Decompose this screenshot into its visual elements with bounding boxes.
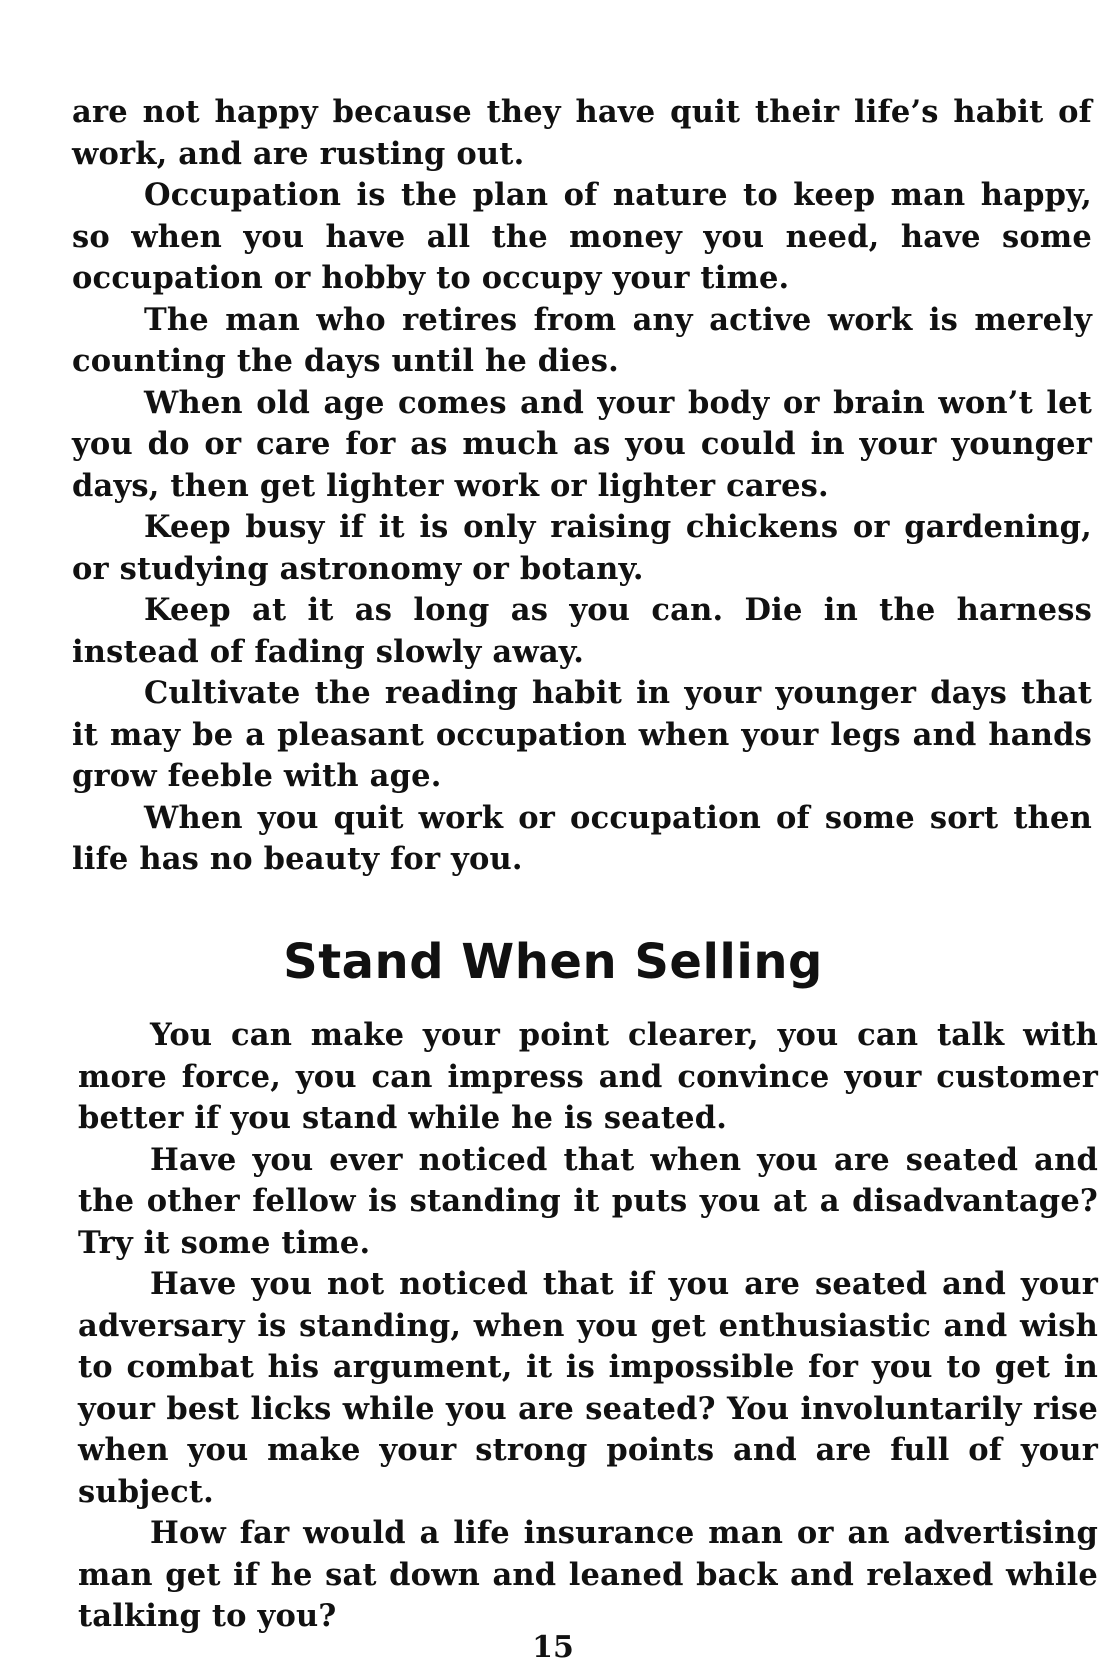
page-number: 15 <box>532 1630 574 1665</box>
paragraph: When old age comes and your body or brain won’t let you do or care for as much as you could in your younger days, then get lighter work or lighter cares. <box>72 384 1092 504</box>
top-text-section <box>72 92 1092 881</box>
paragraph: Have you ever noticed that when you are seated and the other fellow is standing it puts you at a disadvantage? Try it some time. <box>78 1141 1098 1261</box>
paragraph: are not happy because they have quit their life’s habit of work, and are rusting out. <box>72 94 1092 172</box>
paragraph: Have you not noticed that if you are seated and your adversary is standing, when you get enthusiastic and wish to combat his argument, it is impossible for you to get in your best licks while you are seated? You involuntarily rise when you make your strong points and are full of your subject. <box>78 1266 1098 1510</box>
paragraph: When you quit work or occupation of some sort then life has no beauty for you. <box>72 799 1092 877</box>
paragraph: Keep busy if it is only raising chickens or gardening, or studying astronomy or botany. <box>72 509 1092 587</box>
paragraph: How far would a life insurance man or an advertising man get if he sat down and leaned back and relaxed while talking to you? <box>78 1515 1098 1634</box>
paragraph: Occupation is the plan of nature to keep man happy, so when you have all the money you need, have some occupation or hobby to occupy your time. <box>72 177 1092 296</box>
paragraph: Cultivate the reading habit in your younger days that it may be a pleasant occupation when your legs and hands grow feeble with age. <box>72 675 1092 794</box>
section-heading: Stand When Selling <box>283 934 823 990</box>
bottom-text-section <box>78 1015 1098 1638</box>
paragraph: Keep at it as long as you can. Die in the harness instead of fading slowly away. <box>72 592 1092 670</box>
paragraph: You can make your point clearer, you can talk with more force, you can impress and convince your customer better if you stand while he is seated. <box>78 1017 1098 1136</box>
paragraph: The man who retires from any active work is merely counting the days until he dies. <box>72 301 1092 379</box>
